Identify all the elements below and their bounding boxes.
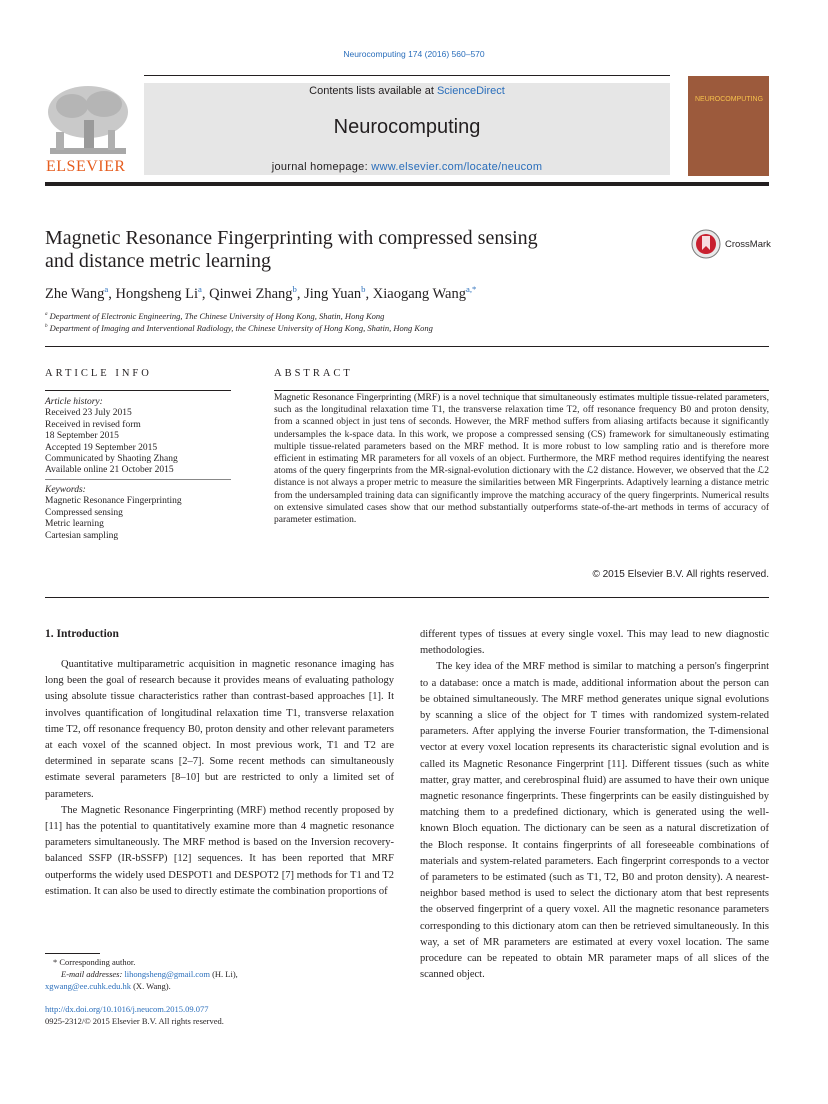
author-name: Hongsheng Li xyxy=(115,285,199,302)
paragraph: The Magnetic Resonance Fingerprinting (MRF) method recently proposed by [11] has the potential to quantitatively examine more than 4 magnetic resonance parameters simultaneously. The MRF method is based on the Inversion recovery-balanced SSFP (IR-bSSFP) [12] sequences. It has been reported that MRF outperforms the widely used DESPOT1 and DESPOT2 [7] methods for T1 and T2 estimation. It can also be used to directly estimate the combination proportions of xyxy=(45,804,394,897)
journal-homepage xyxy=(144,161,670,173)
keyword-item: Cartesian sampling xyxy=(45,530,119,541)
contents-prefix: Contents lists available at xyxy=(309,85,437,97)
footnote-emails-2 xyxy=(45,980,171,993)
homepage-link[interactable]: www.elsevier.com/locate/neucom xyxy=(371,161,543,173)
title-line-1: Magnetic Resonance Fingerprinting with compressed sensing xyxy=(45,227,538,249)
history-item: Received 23 July 2015 xyxy=(45,408,132,419)
journal-reference[interactable]: Neurocomputing 174 (2016) 560–570 xyxy=(343,49,485,59)
keyword-item: Metric learning xyxy=(45,519,104,530)
author-name: Xiaogang Wang xyxy=(372,285,466,302)
abstract-heading: ABSTRACT xyxy=(274,368,353,379)
paragraph: The key idea of the MRF method is similar to matching a person's fingerprint to a database: once a match is made, additional information about the person can be obtained simultaneously. The MRF method generates unique signal evolutions by scanning a slice of the object for T times with randomized system-related parameters. After applying the inverse Fourier transformation, the T-dimensional vector at every voxel location represents its characteristic signal evolution and is called its Magnetic Resonance Fingerprint [11]. Different tissues (such as white matter, gray matter, and cerebrospinal fluid) are assumed to have their own unique magnetic resonance fingerprints. These fingerprints can be easily distinguished by matching them to a predefined dictionary, which is generated using the well-known Bloch equation. The dictionary can be seen as a natural discretization of the Bloch response. It contains fingerprints of all foreseeable combinations of materials and system-related parameters. Each fingerprint corresponds to a vector of parameters to be estimated (such as T1, T2, B0 and proton density). A nearest-neighbor based method is used to select the dictionary atom that best represents the observed fingerprint of a query voxel. All the magnetic resonance parameters corresponding to this dictionary atom can then be retrieved simultaneously. In this way, a set of MR parameters are estimated at every voxel location. The same procedure can be repeated to obtain MR parameter maps of all slices of the scanned object. xyxy=(420,661,769,981)
author-affil-sup[interactable]: a xyxy=(104,284,109,294)
elsevier-wordmark: ELSEVIER xyxy=(46,158,126,175)
abstract-copyright: © 2015 Elsevier B.V. All rights reserved. xyxy=(592,569,769,580)
divider xyxy=(274,390,769,391)
keyword-item: Compressed sensing xyxy=(45,507,123,518)
paragraph: different types of tissues at every single voxel. This may lead to new diagnostic methodologies. xyxy=(420,629,769,657)
author-name: Jing Yuan xyxy=(304,285,362,302)
paragraph: Quantitative multiparametric acquisition in magnetic resonance imaging has long been the goal of research because it provides means of evaluating pathology using absolute tissue characteristics rather than contrast-based approaches [1]. It involves quantification of longitudinal relaxation time T1, transverse relaxation time T2, off resonance frequency B0, proton density and other relevant parameters at each voxel of the scanned object. In most previous work, T1 and T2 are determined in separate scans [2–7]. Some recent methods can simultaneously estimate several parameters [8–10] but are restricted to only a limited set of parameters. xyxy=(45,659,394,800)
divider xyxy=(45,390,231,391)
crossmark-icon[interactable] xyxy=(691,229,721,259)
footnote-corresponding xyxy=(45,956,135,969)
abstract-text: Magnetic Resonance Fingerprinting (MRF) is a novel technique that simultaneously estimates multiple tissue-related parameters, such as the longitudinal relaxation time T1, the transverse relaxation time T2, off resonance frequency B0 and proton density, from a scanned object in just tens of seconds. However, the MRF method suffers from aliasing artifacts because it significantly undersamples the k-space data. In this work, we propose a compressed sensing (CS) framework for simultaneously estimating multiple tissue-related parameters based on the MRF method. It is more robust to low sampling ratio and is therefore more efficient in estimating MR parameters for all voxels of an object. Furthermore, the MRF method requires identifying the nearest atoms of the query fingerprints from the MR-signal-evolution dictionary with the ℒ2 distance. However, we observed that the ℒ2 distance is not always a proper metric to measure the similarities between MR Fingerprints. Adaptively learning a distance metric from the undersampled training data can significantly improve the matching accuracy of the query fingerprints. Numerical results on extensive simulated cases show that our method substantially outperforms state-of-the-art methods in terms of accuracy of parameter estimation. xyxy=(274,393,769,526)
header-rule xyxy=(144,75,670,76)
history-label: Article history: xyxy=(45,397,103,407)
email-label: E-mail addresses: xyxy=(61,969,125,979)
header-thick-rule xyxy=(45,182,769,186)
footnote-rule xyxy=(45,953,100,954)
affil-text: Department of Electronic Engineering, The Chinese University of Hong Kong, Shatin, Hong Kong xyxy=(49,311,385,321)
history-item: Received in revised form xyxy=(45,419,141,430)
email-link[interactable]: xgwang@ee.cuhk.edu.hk xyxy=(45,981,131,991)
author-affil-sup[interactable]: a xyxy=(198,284,202,294)
divider xyxy=(45,479,231,480)
affiliation-a xyxy=(45,311,384,321)
crossmark-label[interactable]: CrossMark xyxy=(725,239,771,250)
history-item: Communicated by Shaoting Zhang xyxy=(45,454,178,465)
article-history xyxy=(45,397,235,477)
history-item: 18 September 2015 xyxy=(45,431,119,442)
affiliation-b xyxy=(45,323,433,333)
author-affil-sup[interactable]: b xyxy=(292,284,297,294)
journal-name: Neurocomputing xyxy=(333,116,481,138)
corresponding-author: * Corresponding author. xyxy=(53,957,136,967)
email-owner: (X. Wang). xyxy=(130,981,171,991)
sciencedirect-link[interactable]: ScienceDirect xyxy=(436,85,505,97)
affil-text: Department of Imaging and Interventional Radiology, the Chinese University of Hong Kong, Shatin, Hong Kong xyxy=(49,323,433,333)
author-name: Qinwei Zhang xyxy=(209,285,293,302)
cover-title: NEUROCOMPUTING xyxy=(694,96,764,103)
divider xyxy=(45,346,769,347)
email-owner: (H. Li), xyxy=(209,969,238,979)
homepage-prefix: journal homepage: xyxy=(271,161,372,173)
affil-sup: a xyxy=(45,311,48,318)
history-item: Available online 21 October 2015 xyxy=(45,465,174,476)
affil-sup: b xyxy=(45,323,48,330)
body-column-left xyxy=(45,657,394,900)
keywords-label: Keywords: xyxy=(45,485,86,495)
keywords xyxy=(45,485,235,542)
divider xyxy=(45,597,769,598)
doi-link[interactable]: http://dx.doi.org/10.1016/j.neucom.2015.09.077 xyxy=(45,1004,209,1014)
body-column-right xyxy=(420,627,769,983)
title-line-2: and distance metric learning xyxy=(45,250,272,272)
author-affil-sup[interactable]: a,* xyxy=(465,284,477,294)
author-name: Zhe Wang xyxy=(45,285,105,302)
author-list: Zhe Wang$^a$, Hongsheng Li$^a$, Qinwei Zhang$^b$, Jing Yuan$^b$, Xiaogang Wang$^{a,*}$ xyxy=(45,284,477,302)
article-info-heading: ARTICLE INFO xyxy=(45,368,152,379)
author-affil-sup[interactable]: b xyxy=(361,284,366,294)
journal-cover-image[interactable] xyxy=(688,76,769,176)
contents-line xyxy=(144,85,670,97)
email-link[interactable]: lihongsheng@gmail.com xyxy=(124,969,210,979)
keyword-item: Magnetic Resonance Fingerprinting xyxy=(45,496,182,507)
article-title xyxy=(45,227,645,273)
issn-line: 0925-2312/© 2015 Elsevier B.V. All rights reserved. xyxy=(45,1016,224,1026)
history-item: Accepted 19 September 2015 xyxy=(45,442,158,453)
section-heading-introduction: 1. Introduction xyxy=(45,628,119,640)
footnote-emails xyxy=(45,968,238,981)
